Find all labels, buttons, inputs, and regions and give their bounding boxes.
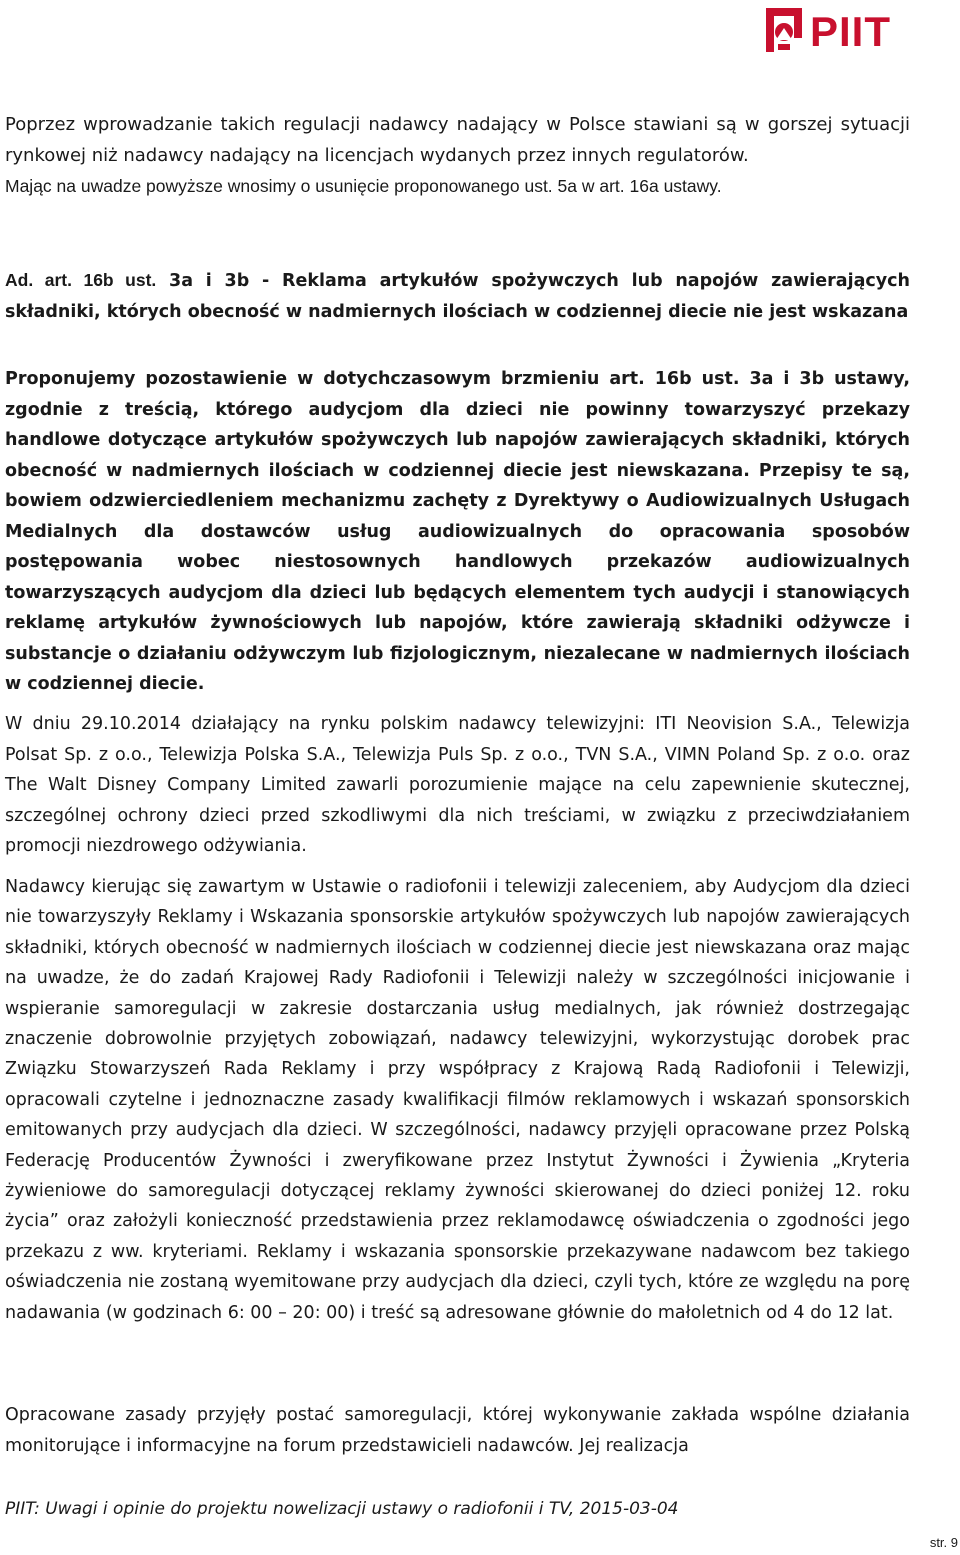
logo-text: PIIT: [810, 8, 892, 55]
piit-logo-mark-icon: [764, 6, 808, 56]
section-heading-lead: Ad. art. 16b ust.: [5, 270, 157, 290]
paragraph-broadcasters: [5, 872, 910, 1328]
section-heading-rest: 3a i 3b - Reklama artykułów spożywczych lub napojów zawierających składniki, których obecność w nadmiernych ilościach w codziennej diecie nie jest wskazana: [5, 271, 910, 322]
paragraph-selfregulation-text: Opracowane zasady przyjęły postać samoregulacji, której wykonywanie zakłada wspólne działania monitorujące i informacyjne na forum przedstawicieli nadawców. Jej realizacja: [5, 1405, 910, 1456]
paragraph-intro-text: Poprzez wprowadzanie takich regulacji nadawcy nadający w Polsce stawiani są w gorszej sytuacji rynkowej niż nadawcy nadający na licencjach wydanych przez innych regulatorów.: [5, 114, 910, 166]
piit-logo: [764, 6, 912, 56]
section-heading: [5, 265, 910, 328]
paragraph-proposal-text: Proponujemy pozostawienie w dotychczasowym brzmieniu art. 16b ust. 3a i 3b ustawy, zgodnie z treścią, którego audycjom dla dzieci nie powinny towarzyszyć przekazy handlowe dotyczące artykułów spożywczych lub napojów zawierających składniki, których obecność w nadmiernych ilościach w codziennej diecie jest niewskazana. Przepisy te są, bowiem odzwierciedleniem mechanizmu zachęty z Dyrektywy o Audiowizualnych Usługach Medialnych dla dostawców usług audiowizualnych do opracowania sposobów postępowania wobec niestosownych handlowych przekazów audiowizualnych towarzyszących audycjom dla dzieci lub będących elementem tych audycji i stanowiących reklamę artykułów żywnościowych lub napojów, które zawierają składniki odżywcze i substancje o działaniu odżywczym lub fizjologicznym, niezalecane w nadmiernych ilościach w codziennej diecie.: [5, 369, 910, 694]
page-number: str. 9: [929, 1535, 958, 1550]
page-footer: PIIT: Uwagi i opinie do projektu nowelizacji ustawy o radiofonii i TV, 2015-03-04: [5, 1499, 679, 1519]
paragraph-intro-conclusion: Mając na uwadze powyższe wnosimy o usunięcie proponowanego ust. 5a w art. 16a ustawy.: [5, 176, 722, 196]
paragraph-intro: [5, 110, 910, 202]
paragraph-agreement-text: W dniu 29.10.2014 działający na rynku polskim nadawcy telewizyjni: ITI Neovision S.A., Telewizja Polsat Sp. z o.o., Telewizja Polska S.A., Telewizja Puls Sp. z o.o., TVN S.A., VIMN Poland Sp. z o.o. oraz The Walt Disney Company Limited zawarli porozumienie mające na celu zapewnienie skutecznej, szczególnej ochrony dzieci przed szkodliwymi dla nich treściami, w związku z przeciwdziałaniem promocji niezdrowego odżywiania.: [5, 714, 910, 856]
paragraph-broadcasters-text: Nadawcy kierując się zawartym w Ustawie o radiofonii i telewizji zaleceniem, aby Audycjom dla dzieci nie towarzyszyły Reklamy i Wskazania sponsorskie artykułów spożywczych lub napojów zawierających składniki, których obecność w nadmiernych ilościach w codziennej diecie jest niewskazana oraz mając na uwadze, że do zadań Krajowej Rady Radiofonii i Telewizji należy w szczególności inicjowanie i wspieranie samoregulacji w zakresie dostarczania usług medialnych, jak również dostrzegając znaczenie dobrowolnie przyjętych zobowiązań, nadawcy telewizyjni, wykorzystując dorobek prac Związku Stowarzyszeń Rada Reklamy i przy współpracy z Krajową Radą Radiofonii i Telewizji, opracowali czytelne i jednoznaczne zasady kwalifikacji filmów reklamowych i wskazań sponsorskich emitowanych przy audycjach dla dzieci. W szczególności, nadawcy przyjęli opracowane przez Polską Federację Producentów Żywności i zweryfikowane przez Instytut Żywności i Żywienia „Kryteria żywieniowe do samoregulacji dotyczącej reklamy żywności skierowanej do dzieci poniżej 12. roku życia” oraz założyli konieczność przedstawienia przez reklamodawcę oświadczenia o zgodności jego przekazu z ww. kryteriami. Reklamy i wskazania sponsorskie przekazywane nadawcom bez takiego oświadczenia nie zostaną wyemitowane przy audycjach dla dzieci, czyli tych, które ze względu na porę nadawania (w godzinach 6: 00 – 20: 00) i treść są adresowane głównie do małoletnich od 4 do 12 lat.: [5, 877, 910, 1323]
paragraph-selfregulation: [5, 1400, 910, 1461]
paragraph-proposal: [5, 364, 910, 700]
paragraph-agreement: [5, 709, 910, 862]
